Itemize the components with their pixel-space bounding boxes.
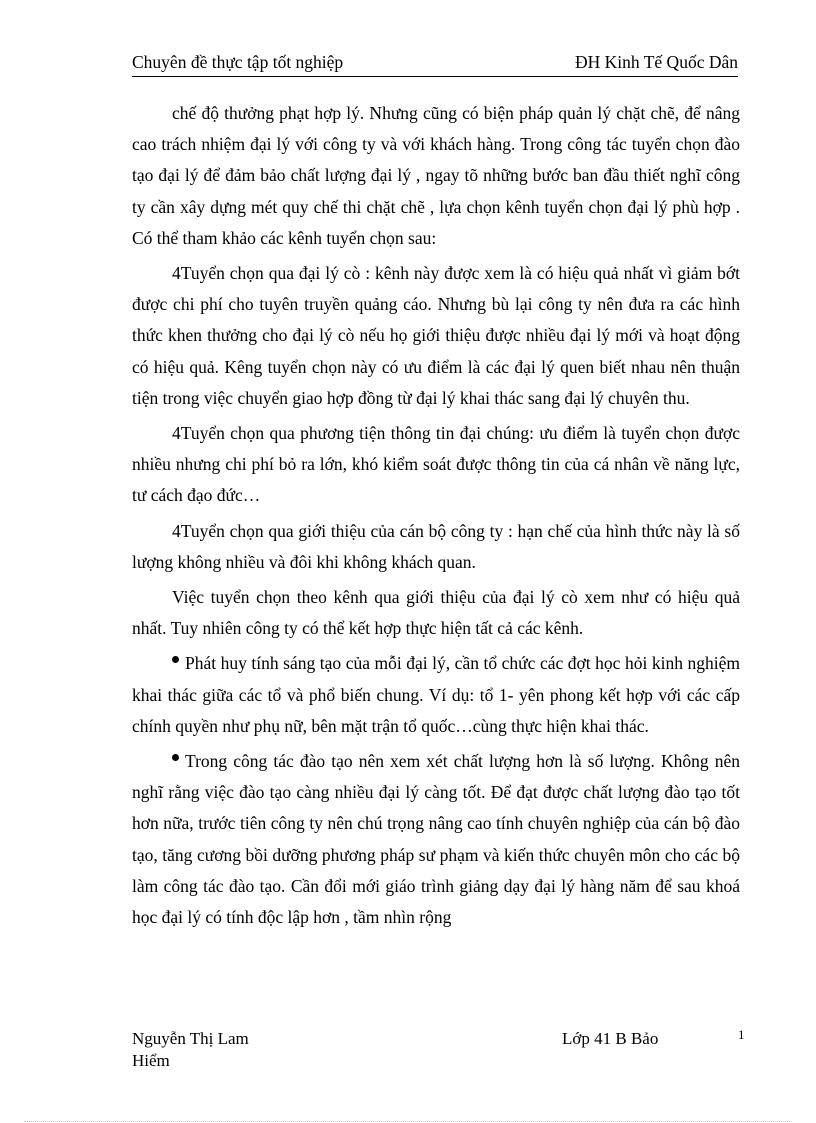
paragraph: 4Tuyển chọn qua phương tiện thông tin đại chúng: ưu điểm là tuyển chọn được nhiều nhưng chi phí bỏ ra lớn, khó kiểm soát được thông tin của cá nhân về năng lực, tư cách đạo đức… [132,423,740,506]
paragraph: chế độ thưởng phạt hợp lý. Nhưng cũng có biện pháp quản lý chặt chẽ, để nâng cao trách nhiệm đại lý với công ty và với khách hàng. Trong công tác tuyển chọn đào tạo đại lý để đảm bảo chất lượng đại lý , ngay tõ những bước ban đầu thiết nghĩ công ty cần xây dựng mét quy chế thi chặt chẽ , lựa chọn kênh tuyển chọn đại lý phù hợp . Có thể tham khảo các kênh tuyển chọn sau: [132,103,740,248]
footer-author: Nguyễn Thị Lam [132,1029,249,1048]
bullet-icon [172,656,179,663]
footer-author-continued: Hiểm [132,1051,170,1070]
paragraph: Việc tuyển chọn theo kênh qua giới thiệu của đại lý cò xem như có hiệu quả nhất. Tuy nhiên công ty có thể kết hợp thực hiện tất cả các kênh. [132,587,740,639]
page-boundary [24,1121,792,1122]
header-university: ĐH Kinh Tế Quốc Dân [575,52,738,72]
document-body [132,98,740,933]
paragraph: 4Tuyển chọn qua giới thiệu của cán bộ công ty : hạn chế của hình thức này là số lượng không nhiều và đôi khi không khách quan. [132,520,740,572]
page-number: 1 [738,1027,745,1042]
page-footer [132,1028,748,1078]
bullet-item [132,648,740,742]
bullet-item [132,746,740,933]
bullet-text: Trong công tác đào tạo nên xem xét chất lượng hơn là số lượng. Không nên nghĩ rằng việc đào tạo càng nhiều đại lý càng tốt. Để đạt được chất lượng đào tạo tốt hơn nữa, trước tiên công ty nên chú trọng nâng cao tính chuyên nghiệp của cán bộ đào tạo, tăng cương bồi dưỡng phương pháp sư phạm và kiến thức chuyên môn cho các bộ làm công tác đào tạo. Cần đổi mới giáo trình giảng dạy đại lý hàng năm để sau khoá học đại lý có tính độc lập hơn , tầm nhìn rộng [132,751,740,928]
page-header [132,52,738,77]
bullet-icon [172,754,179,761]
bullet-text: Phát huy tính sáng tạo của mỗi đại lý, cần tổ chức các đợt học hỏi kinh nghiệm khai thác giữa các tổ và phổ biến chung. Ví dụ: tổ 1- yên phong kết hợp với các cấp chính quyền như phụ nữ, bên mặt trận tổ quốc…cùng thực hiện khai thác. [132,653,740,736]
paragraph: 4Tuyển chọn qua đại lý cò : kênh này được xem là có hiệu quả nhất vì giảm bớt được chi phí cho tuyên truyền quảng cáo. Nhưng bù lại công ty nên đưa ra các hình thức khen thưởng cho đại lý cò nếu họ giới thiệu được nhiều đại lý mới và hoạt động có hiệu quả. Kêng tuyển chọn này có ưu điểm là các đại lý quen biết nhau nên thuận tiện trong việc chuyển giao hợp đồng từ đại lý khai thác sang đại lý chuyên thu. [132,263,740,408]
footer-class: Lớp 41 B Bảo [562,1029,659,1048]
header-title: Chuyên đề thực tập tốt nghiệp [132,52,344,72]
